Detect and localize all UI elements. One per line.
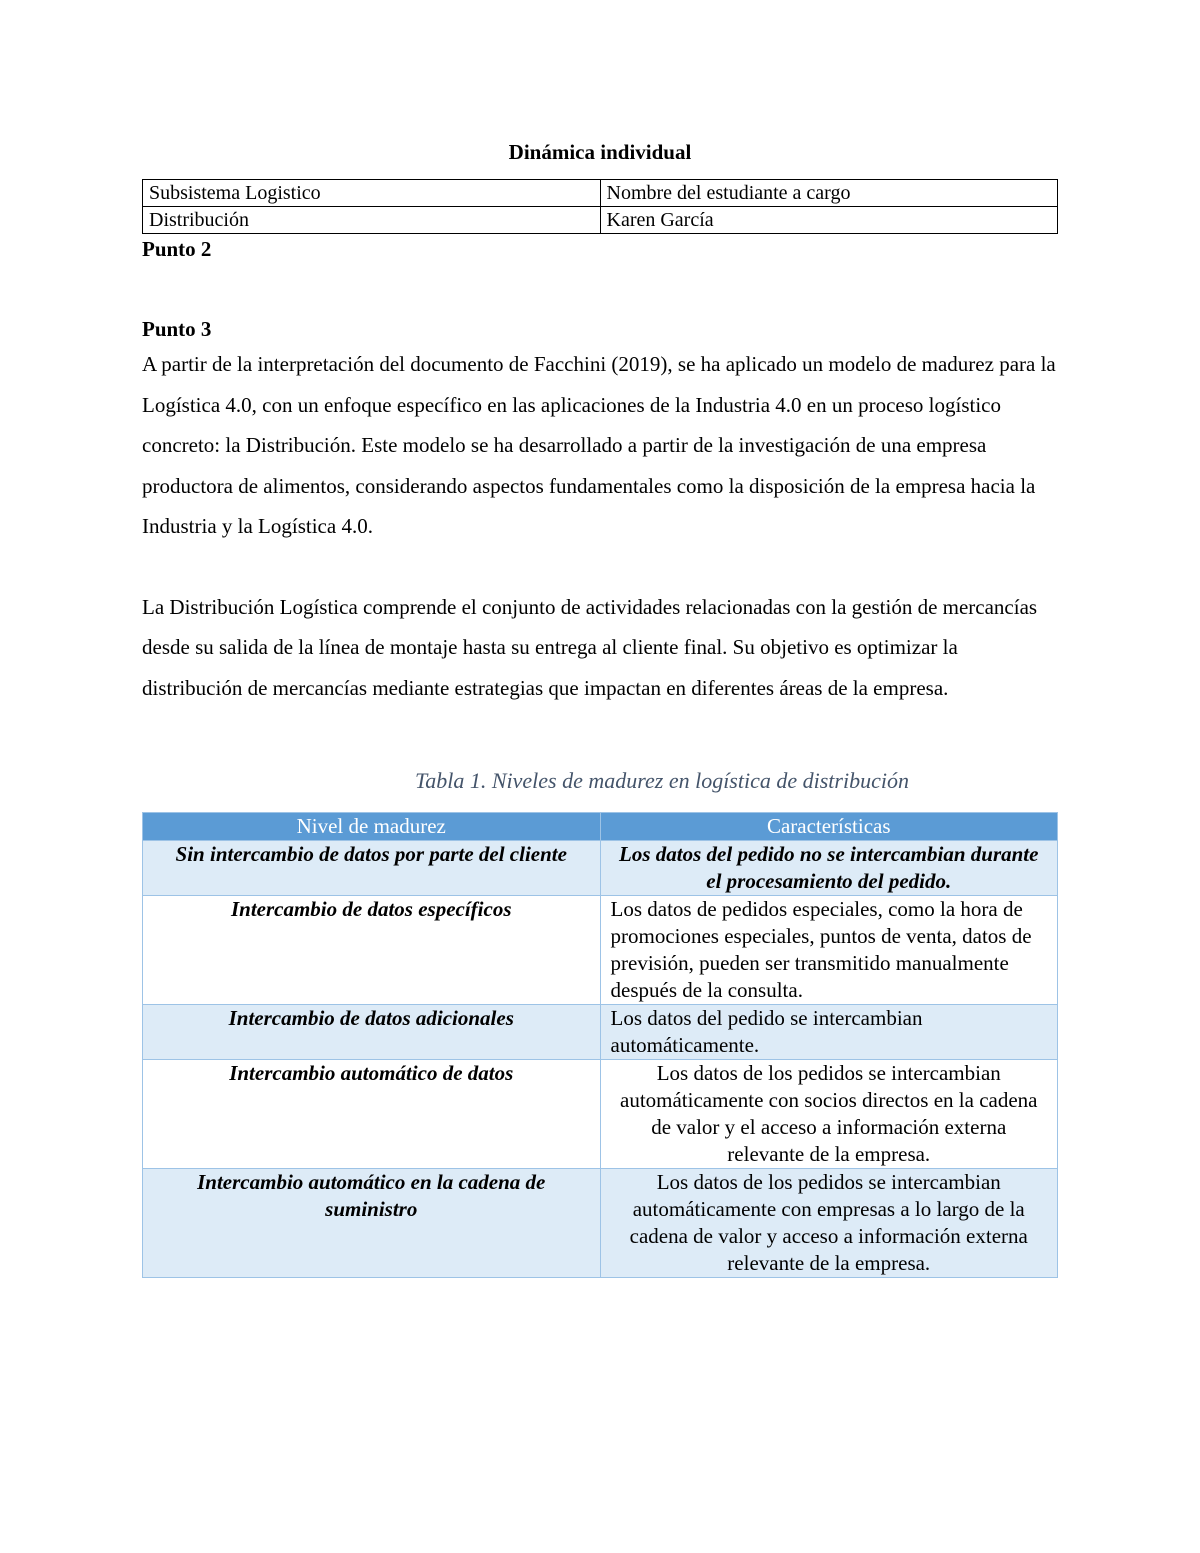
section-heading-punto-3: Punto 3 — [142, 317, 212, 341]
maturity-levels-table — [142, 812, 1058, 1278]
paragraph-maturity-model: A partir de la interpretación del documento de Facchini (2019), se ha aplicado un modelo de madurez para la Logística 4.0, con un enfoque específico en las aplicaciones de la Industria 4.0 en un proceso logístico concreto: la Distribución. Este modelo se ha desarrollado a partir de la investigación de una empresa productora de alimentos, considerando aspectos fundamentales como la disposición de la empresa hacia la Industria y la Logística 4.0. — [142, 352, 1056, 538]
document-title: Dinámica individual — [508, 140, 692, 164]
level-description: Los datos de los pedidos se intercambian automáticamente con socios directos en la cadena de valor y el acceso a información externa relevante de la empresa. — [600, 1060, 1058, 1169]
column-header-characteristics: Características — [600, 813, 1058, 841]
table-row — [143, 1005, 1058, 1060]
level-name: Intercambio automático de datos — [143, 1060, 601, 1169]
info-table — [142, 179, 1058, 234]
info-cell-subsystem-value: Distribución — [143, 207, 601, 234]
level-name: Intercambio de datos específicos — [143, 896, 601, 1005]
section-heading-punto-2: Punto 2 — [142, 237, 212, 261]
info-row — [143, 207, 1058, 234]
table-row — [143, 1169, 1058, 1278]
info-cell-subsystem-label: Subsistema Logistico — [143, 180, 601, 207]
level-name: Intercambio de datos adicionales — [143, 1005, 601, 1060]
info-cell-student-value: Karen García — [600, 207, 1058, 234]
table-row — [143, 841, 1058, 896]
level-description: Los datos del pedido no se intercambian durante el procesamiento del pedido. — [600, 841, 1058, 896]
info-cell-student-label: Nombre del estudiante a cargo — [600, 180, 1058, 207]
table-row — [143, 1060, 1058, 1169]
table-row — [143, 896, 1058, 1005]
table-caption: Tabla 1. Niveles de madurez en logística de distribución — [415, 768, 909, 793]
info-row — [143, 180, 1058, 207]
level-name: Sin intercambio de datos por parte del cliente — [143, 841, 601, 896]
table-header-row — [143, 813, 1058, 841]
level-description: Los datos del pedido se intercambian automáticamente. — [600, 1005, 1058, 1060]
paragraph-distribution: La Distribución Logística comprende el conjunto de actividades relacionadas con la gestión de mercancías desde su salida de la línea de montaje hasta su entrega al cliente final. Su objetivo es optimizar la distribución de mercancías mediante estrategias que impactan en diferentes áreas de la empresa. — [142, 594, 1038, 700]
level-description: Los datos de pedidos especiales, como la hora de promociones especiales, puntos de venta, datos de previsión, pueden ser transmitido manualmente después de la consulta. — [600, 896, 1058, 1005]
document-page — [142, 140, 1058, 1278]
level-name: Intercambio automático en la cadena de suministro — [143, 1169, 601, 1278]
level-description: Los datos de los pedidos se intercambian automáticamente con empresas a lo largo de la cadena de valor y acceso a información externa relevante de la empresa. — [600, 1169, 1058, 1278]
column-header-level: Nivel de madurez — [143, 813, 601, 841]
